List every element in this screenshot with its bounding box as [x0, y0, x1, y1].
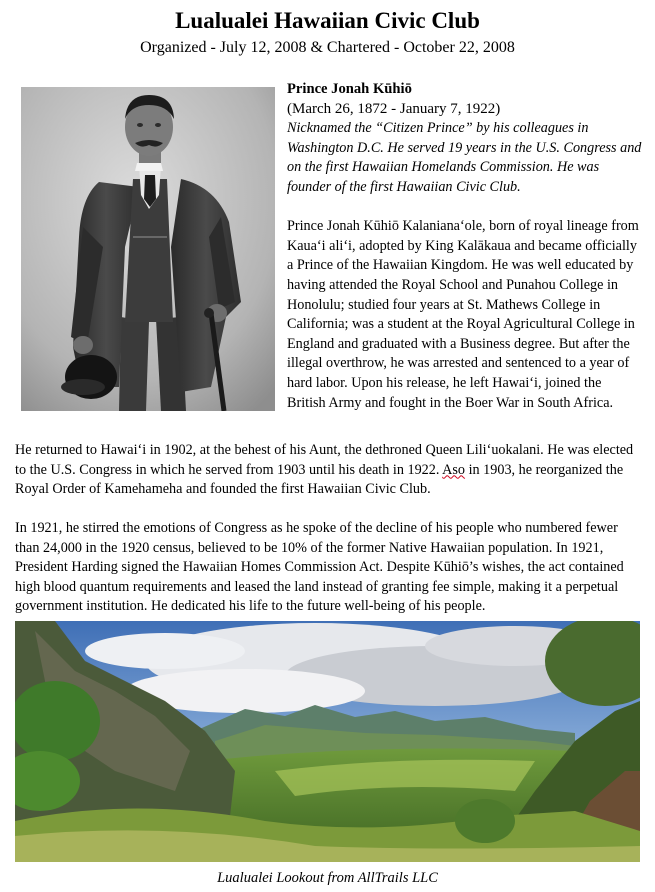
bio-paragraph-1: Prince Jonah Kūhiō Kalanianaʻole, born of royal lineage from Kauaʻi aliʻi, adopted by King Kalākaua and became officially a Prince of the Hawaiian Kingdom. He was well educated by having attended the Royal School and Punahou College in Honolulu; studied four years at St. Mathews College in California; was a student at the Royal Agricultural College in England and graduated with a Business degree. But after the illegal overthrow, he was arrested and sentenced to a year of hard labor. Upon his release, he left Hawaiʻi, joined the British Army and fought in the Boer War in South Africa. — [287, 218, 639, 411]
page-title: Lualualei Hawaiian Civic Club — [175, 8, 480, 33]
bio-paragraph-2 — [15, 441, 645, 500]
page-subtitle: Organized - July 12, 2008 & Chartered - October 22, 2008 — [140, 39, 515, 56]
spellcheck-flagged-word: Aso — [442, 461, 466, 478]
landscape-photo — [15, 621, 640, 862]
bio-paragraph-2-part-1: He returned to Hawaiʻi in 1902, at the behest of his Aunt, the dethroned Queen Liliʻuokalani. He was elected to the U.S. Congress in which he served from 1903 until his death in 1922. — [15, 442, 634, 478]
bio-dates: (March 26, 1872 - January 7, 1922) — [287, 100, 501, 117]
bio-nickname: Nicknamed the “Citizen Prince” by his colleagues in Washington D.C. He served 19 years in the U.S. Congress and on the first Hawaiian Homelands Commission. He was founder of the first Hawaiian Civic Club. — [287, 120, 642, 195]
portrait-photo — [21, 87, 275, 411]
bio-paragraph-3: In 1921, he stirred the emotions of Congress as he spoke of the decline of his people who numbered fewer than 24,000 in the 1920 census, believed to be 10% of the former Native Hawaiian population. In 1921, President Harding signed the Hawaiian Homes Commission Act. Despite Kūhiō’s wishes, the act contained high blood quantum requirements and leased the land instead of granting fee simple, making it a perpetual government institution. He dedicated his life to the future well-being of his people. — [15, 520, 624, 615]
bio-paragraph-2-part-2: in 1903, he reorganized the Royal Order of Kamehameha and founded the first Hawaiian Civic Club. — [15, 461, 624, 498]
bio-column — [287, 80, 642, 413]
bio-name: Prince Jonah Kūhiō — [287, 81, 412, 97]
photo-caption: Lualualei Lookout from AllTrails LLC — [217, 870, 438, 886]
